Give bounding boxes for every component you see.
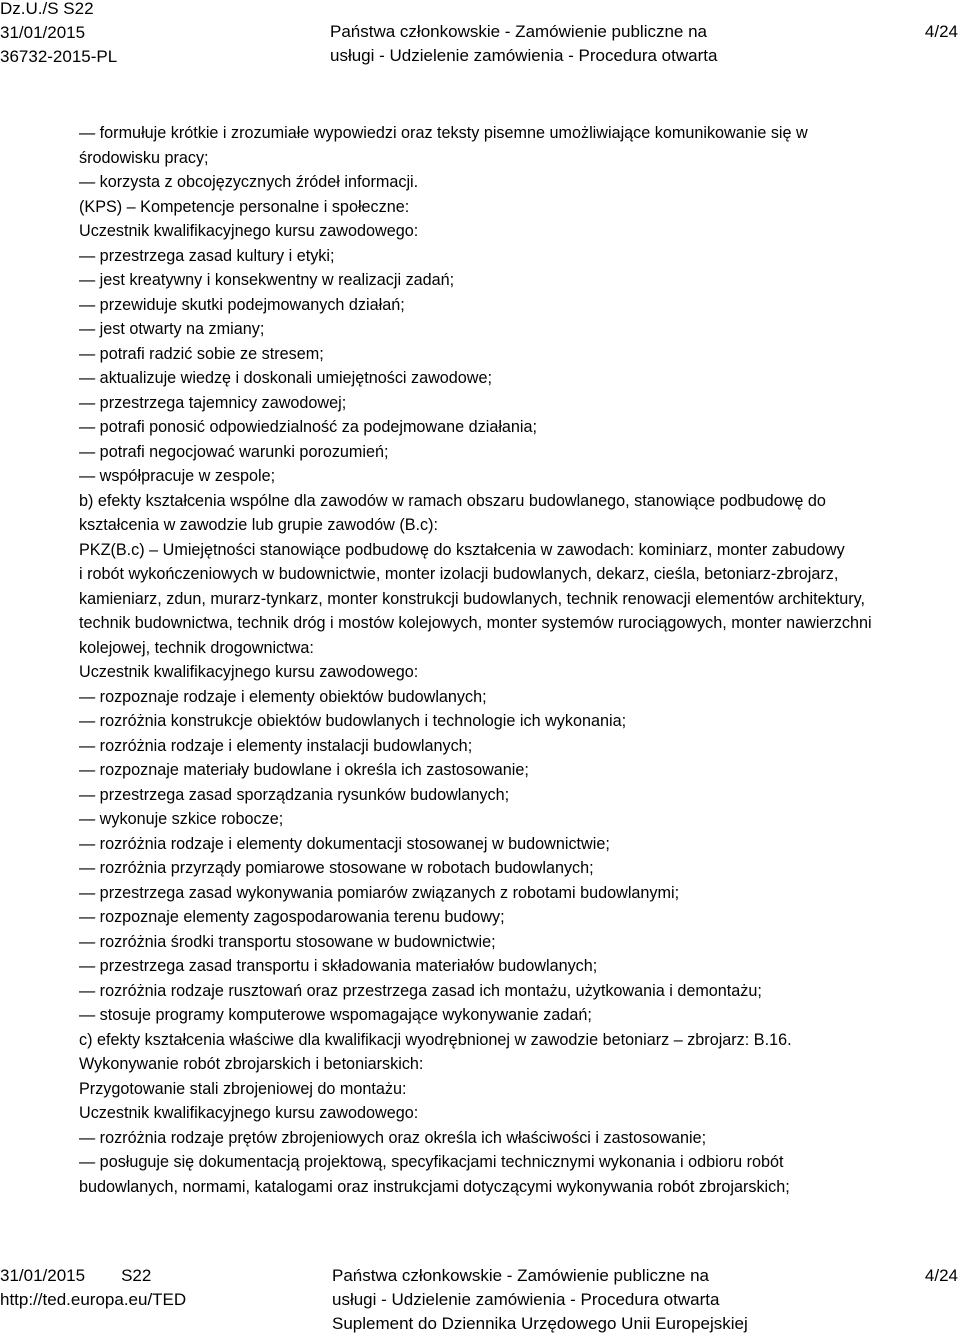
text-line: kolejowej, technik drogownictwa: — [79, 638, 314, 657]
journal-ref: Dz.U./S S22 — [0, 0, 94, 18]
text-line: Wykonywanie robót zbrojarskich i betoniarskich: — [79, 1055, 424, 1073]
text-line: c) efekty kształcenia właściwe dla kwalifikacji wyodrębnionej w zawodzie betoniarz – zbrojarz: B.16. — [79, 1030, 792, 1049]
text-line: — jest otwarty na zmiany; — [79, 320, 265, 338]
document-body — [79, 121, 939, 1199]
text-line: Uczestnik kwalifikacyjnego kursu zawodowego: — [79, 663, 419, 681]
text-line: — rozpoznaje rodzaje i elementy obiektów budowlanych; — [79, 687, 487, 706]
footer-issue: S22 — [121, 1266, 152, 1285]
text-line: technik budownictwa, technik dróg i mostów kolejowych, monter systemów rurociągowych, monter nawierzchni — [79, 614, 872, 632]
text-line: środowisku pracy; — [79, 148, 209, 167]
header-date: 31/01/2015 — [0, 23, 86, 42]
text-line: kamieniarz, zdun, murarz-tynkarz, monter konstrukcji budowlanych, technik renowacji elementów architektury, — [79, 589, 866, 608]
header-page-number: 4/24 — [924, 22, 958, 41]
text-line: (KPS) – Kompetencje personalne i społeczne: — [79, 197, 410, 216]
text-line: budowlanych, normami, katalogami oraz instrukcjami dotyczącymi wykonywania robót zbrojarskich; — [79, 1177, 790, 1196]
text-line: — rozpoznaje materiały budowlane i określa ich zastosowanie; — [79, 761, 529, 779]
text-line: — współpracuje w zespole; — [79, 467, 276, 485]
text-line: — rozróżnia rodzaje rusztowań oraz przestrzega zasad ich montażu, użytkowania i demontażu; — [79, 981, 762, 1000]
text-line: — jest kreatywny i konsekwentny w realizacji zadań; — [79, 271, 455, 289]
text-line: i robót wykończeniowych w budownictwie, monter izolacji budowlanych, dekarz, cieśla, betoniarz-zbrojarz, — [79, 565, 839, 583]
header-title-line1: Państwa członkowskie - Zamówienie publiczne na — [330, 22, 708, 41]
footer-url: http://ted.europa.eu/TED — [0, 1290, 187, 1309]
text-line: — przestrzega zasad transportu i składowania materiałów budowlanych; — [79, 957, 598, 975]
text-line: — rozróżnia środki transportu stosowane w budownictwie; — [79, 932, 496, 951]
text-line: — rozróżnia rodzaje prętów zbrojeniowych oraz określa ich właściwości i zastosowanie; — [79, 1128, 707, 1147]
text-line: — przewiduje skutki podejmowanych działań; — [79, 295, 405, 314]
text-line: — rozróżnia konstrukcje obiektów budowlanych i technologie ich wykonania; — [79, 712, 627, 730]
text-line: — potrafi negocjować warunki porozumień; — [79, 442, 389, 461]
text-line: — przestrzega tajemnicy zawodowej; — [79, 393, 347, 412]
text-line: Przygotowanie stali zbrojeniowej do montażu: — [79, 1079, 407, 1098]
text-line: — formułuje krótkie i zrozumiałe wypowiedzi oraz teksty pisemne umożliwiające komunikowanie się w — [79, 124, 808, 142]
text-line: — potrafi ponosić odpowiedzialność za podejmowane działania; — [79, 418, 538, 436]
document-id: 36732-2015-PL — [0, 47, 118, 66]
footer-date-row — [0, 1264, 186, 1288]
text-line: — przestrzega zasad kultury i etyki; — [79, 246, 335, 265]
header-title-line2: usługi - Udzielenie zamówienia - Procedura otwarta — [330, 46, 718, 65]
text-line: — przestrzega zasad sporządzania rysunków budowlanych; — [79, 785, 510, 804]
text-line: — rozróżnia rodzaje i elementy dokumentacji stosowanej w budownictwie; — [79, 834, 610, 853]
text-line: — aktualizuje wiedzę i doskonali umiejętności zawodowe; — [79, 369, 492, 387]
footer-title-line2: usługi - Udzielenie zamówienia - Procedura otwarta — [332, 1290, 720, 1309]
text-line: PKZ(B.c) – Umiejętności stanowiące podbudowę do kształcenia w zawodach: kominiarz, monter zabudowy — [79, 540, 845, 559]
text-line: — przestrzega zasad wykonywania pomiarów związanych z robotami budowlanymi; — [79, 883, 680, 902]
text-line: kształcenia w zawodzie lub grupie zawodów (B.c): — [79, 516, 438, 534]
text-line: — wykonuje szkice robocze; — [79, 810, 284, 828]
text-line: Uczestnik kwalifikacyjnego kursu zawodowego: — [79, 222, 419, 240]
footer-title-line1: Państwa członkowskie - Zamówienie publiczne na — [332, 1266, 710, 1285]
footer-title — [332, 1264, 748, 1336]
text-line: Uczestnik kwalifikacyjnego kursu zawodowego: — [79, 1104, 419, 1122]
text-line: — stosuje programy komputerowe wspomagające wykonywanie zadań; — [79, 1006, 592, 1024]
text-line: — potrafi radzić sobie ze stresem; — [79, 344, 324, 363]
text-line: — rozpoznaje elementy zagospodarowania terenu budowy; — [79, 908, 505, 926]
header-title — [330, 20, 717, 68]
header-meta — [0, 0, 117, 69]
footer-date: 31/01/2015 — [0, 1266, 86, 1285]
footer-page-number: 4/24 — [924, 1266, 958, 1285]
footer-meta — [0, 1264, 186, 1312]
text-line: — korzysta z obcojęzycznych źródeł informacji. — [79, 173, 419, 191]
footer-title-line3: Suplement do Dziennika Urzędowego Unii Europejskiej — [332, 1314, 748, 1333]
text-line: — posługuje się dokumentacją projektową, specyfikacjami technicznymi wykonania i odbioru robót — [79, 1153, 784, 1171]
text-line: — rozróżnia rodzaje i elementy instalacji budowlanych; — [79, 736, 473, 755]
text-line: b) efekty kształcenia wspólne dla zawodów w ramach obszaru budowlanego, stanowiące podbudowę do — [79, 491, 826, 510]
text-line: — rozróżnia przyrządy pomiarowe stosowane w robotach budowlanych; — [79, 859, 594, 877]
